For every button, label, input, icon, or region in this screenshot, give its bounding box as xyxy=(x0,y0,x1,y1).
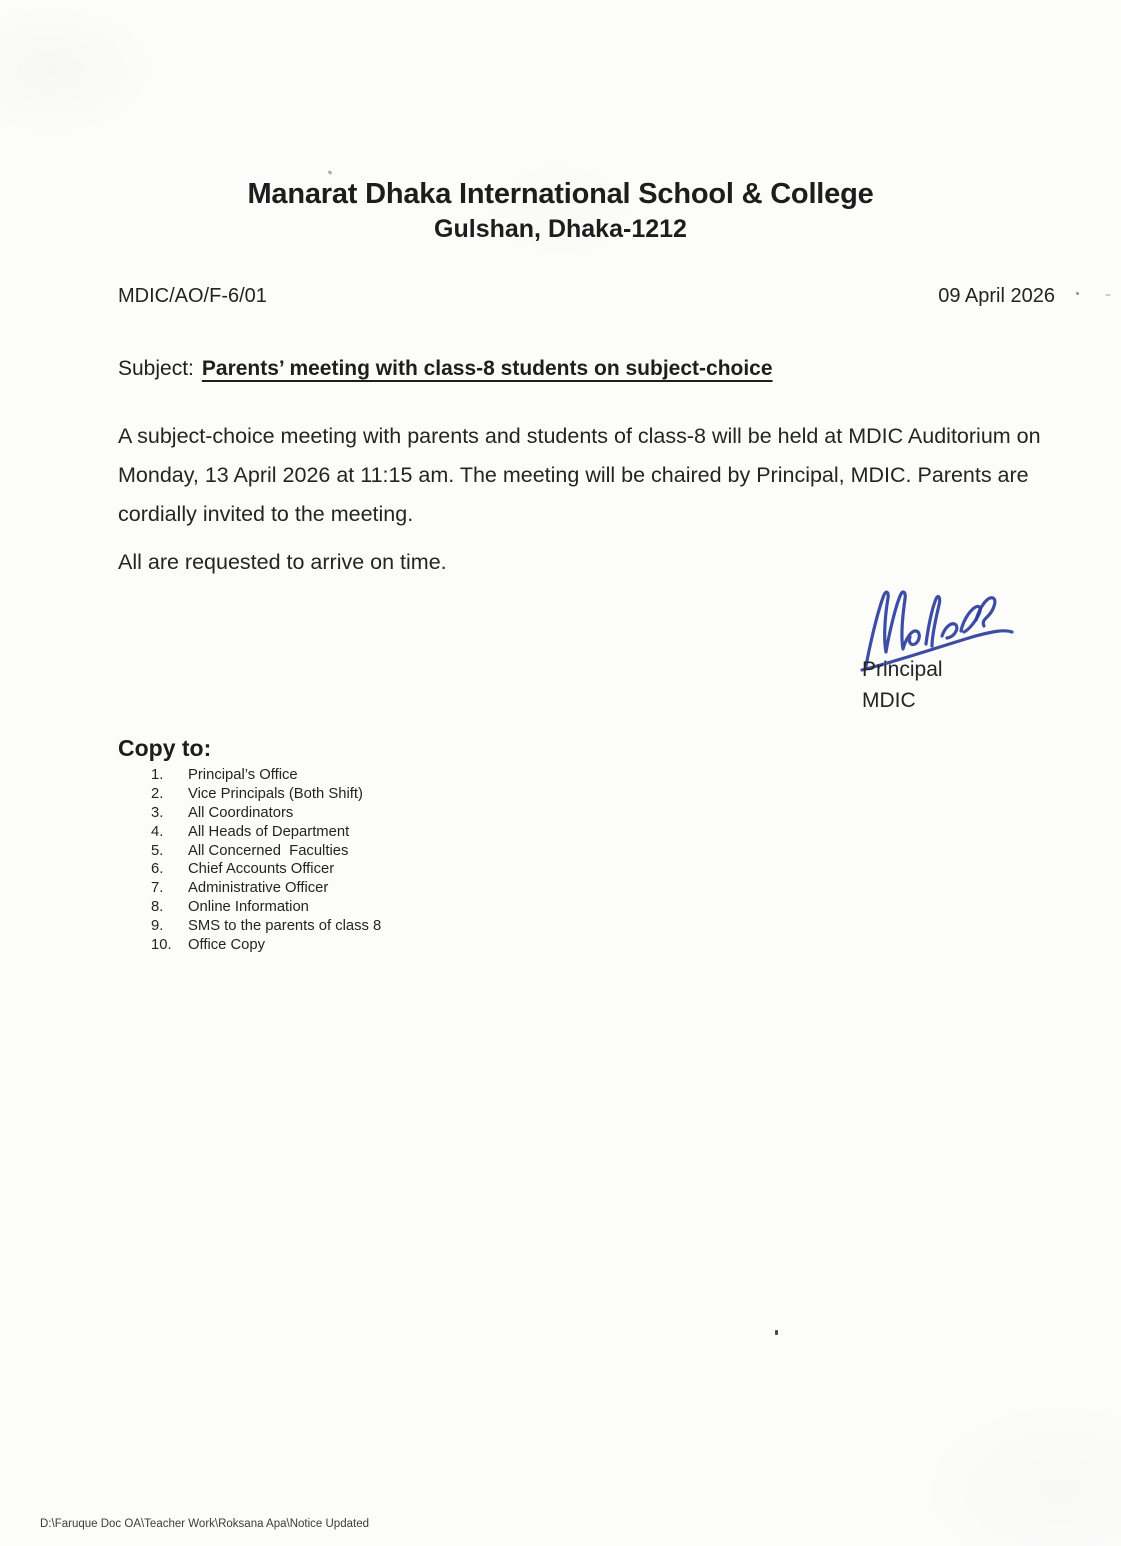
copy-item-label: Principal’s Office xyxy=(188,767,298,783)
meta-row xyxy=(118,285,1055,308)
signature-stroke-curl xyxy=(976,598,995,626)
copy-list-item xyxy=(151,898,381,917)
copy-item-label: Office Copy xyxy=(188,937,266,954)
copy-item-label: All Coordinators xyxy=(188,804,294,821)
copy-item-label: Chief Accounts Officer xyxy=(188,861,335,878)
copy-list-item xyxy=(151,917,381,936)
file-path-footer: D:\Faruque Doc OA\Teacher Work\Roksana Apa\Notice Updated xyxy=(40,1518,369,1530)
copy-item-number: 3. xyxy=(151,804,164,821)
copy-list-item xyxy=(151,766,381,785)
copy-item-label: All Concerned Faculties xyxy=(188,842,349,859)
signatory-organization: MDIC xyxy=(862,689,916,712)
scan-speck xyxy=(1105,294,1111,296)
copy-list-item xyxy=(151,785,381,804)
copy-to-heading: Copy to: xyxy=(118,735,212,761)
copy-item-number: 6. xyxy=(151,861,164,878)
copy-item-label: All Heads of Department xyxy=(188,823,350,840)
copy-item-number: 4. xyxy=(151,823,164,840)
copy-to-list xyxy=(151,766,381,955)
copy-list-item xyxy=(151,804,381,823)
copy-list-item xyxy=(151,823,381,842)
school-name: Manarat Dhaka International School & College xyxy=(247,178,874,210)
copy-item-number: 1. xyxy=(151,767,164,783)
subject-text: Parents’ meeting with class-8 students on subject-choice xyxy=(201,357,773,380)
subject-label: Subject: xyxy=(118,357,194,380)
body-paragraph-1: A subject-choice meeting with parents and students of class-8 will be held at MDIC Auditorium on Monday, 13 April 2026 at 11:15 am. The meeting will be chaired by Principal, MDIC. Parents are cordially invited to the meeting. xyxy=(118,424,1041,526)
copy-item-number: 10. xyxy=(151,937,172,954)
copy-list-item xyxy=(151,860,381,879)
copy-item-number: 8. xyxy=(151,899,164,916)
reference-number: MDIC/AO/F-6/01 xyxy=(118,285,267,307)
scan-speck xyxy=(328,170,333,175)
school-address: Gulshan, Dhaka-1212 xyxy=(434,215,687,243)
copy-item-label: Vice Principals (Both Shift) xyxy=(188,785,363,802)
copy-item-number: 5. xyxy=(151,842,164,859)
signatory-title: Principal xyxy=(862,658,943,681)
copy-item-label: Administrative Officer xyxy=(188,880,329,897)
copy-item-number: 9. xyxy=(151,918,164,935)
subject-line xyxy=(118,357,773,381)
copy-list-item xyxy=(151,936,381,955)
date: 09 April 2026 xyxy=(938,285,1055,307)
copy-list-item xyxy=(151,842,381,861)
body-paragraph-2: All are requested to arrive on time. xyxy=(118,550,447,574)
copy-item-label: SMS to the parents of class 8 xyxy=(188,918,382,935)
copy-item-number: 7. xyxy=(151,880,164,897)
scan-speck xyxy=(775,1330,778,1335)
copy-item-label: Online Information xyxy=(188,899,309,916)
signature-block xyxy=(860,586,1090,726)
scan-speck xyxy=(1076,292,1079,295)
document-header xyxy=(0,178,1121,244)
copy-item-number: 2. xyxy=(151,785,164,802)
copy-list-item xyxy=(151,879,381,898)
